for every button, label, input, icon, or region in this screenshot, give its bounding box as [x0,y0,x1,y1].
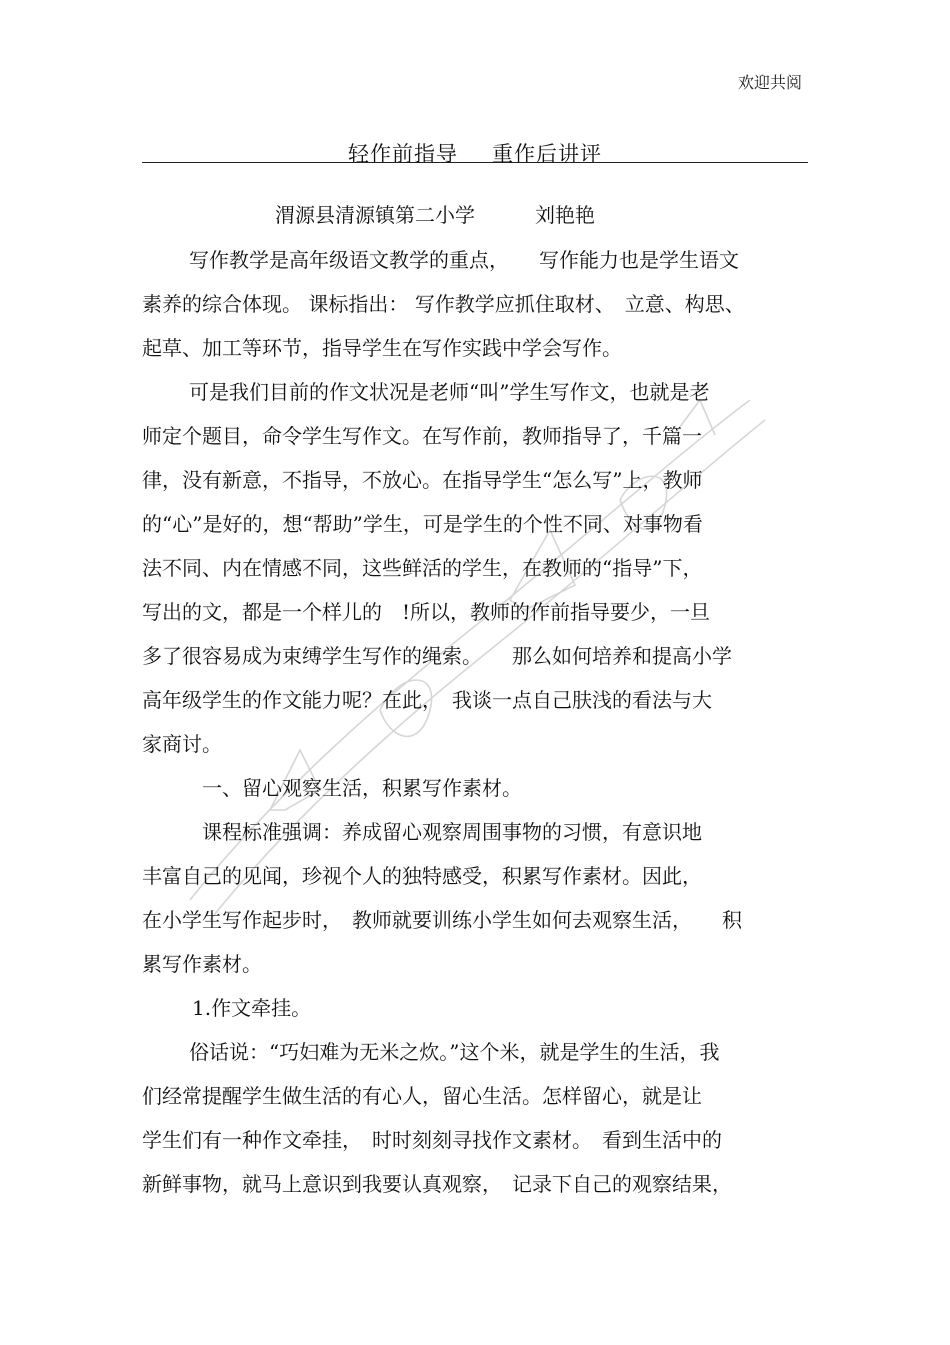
paragraph-line: 素养的综合体现。 课标指出： 写作教学应抓住取材、 立意、构思、 [142,292,745,316]
school-name: 渭源县清源镇第二小学 [275,203,475,227]
paragraph-line: 家商讨。 [142,732,222,756]
paragraph-line: 写出的文，都是一个样儿的 !所以，教师的作前指导要少，一旦 [142,600,711,624]
article-body [142,238,808,1206]
paragraph-line: 法不同、内在情感不同，这些鲜活的学生，在教师的“指导”下， [142,556,703,580]
paragraph-line: 累写作素材。 [142,952,262,976]
paragraph-line: 高年级学生的作文能力呢？在此， 我谈一点自己肤浅的看法与大 [142,688,712,712]
section-heading: 一、留心观察生活，积累写作素材。 [202,776,522,800]
author-name: 刘艳艳 [535,203,595,227]
paragraph-line: 学生们有一种作文牵挂， 时时刻刻寻找作文素材。 看到生活中的 [142,1128,722,1152]
paragraph-line: 律，没有新意，不指导，不放心。在指导学生“怎么写”上，教师 [142,468,703,492]
page-title [0,138,950,168]
paragraph-line: 在小学生写作起步时， 教师就要训练小学生如何去观察生活， 积 [142,908,742,932]
paragraph-line: 新鲜事物，就马上意识到我要认真观察， 记录下自己的观察结果， [142,1172,732,1196]
paragraph-line: 的“心”是好的，想“帮助”学生，可是学生的个性不同、对事物看 [142,512,703,536]
paragraph-line: 师定个题目，命令学生写作文。在写作前，教师指导了，千篇一 [142,424,702,448]
title-part-1: 轻作前指导 [348,142,458,166]
paragraph-line: 起草、加工等环节，指导学生在写作实践中学会写作。 [142,336,622,360]
paragraph-line: 丰富自己的见闻，珍视个人的独特感受，积累写作素材。因此， [142,864,702,888]
title-underline [142,162,808,163]
subsection-heading: 1.作文牵挂。 [192,996,312,1020]
title-part-2: 重作后讲评 [492,142,602,166]
paragraph-line: 俗话说：“巧妇难为无米之炊。”这个米，就是学生的生活，我 [189,1040,720,1064]
byline [275,199,595,228]
paragraph-line: 写作教学是高年级语文教学的重点， 写作能力也是学生语文 [189,248,739,272]
paragraph-line: 可是我们目前的作文状况是老师“叫”学生写作文，也就是老 [189,380,710,404]
header-note: 欢迎共阅 [737,73,802,92]
paragraph-line: 们经常提醒学生做生活的有心人，留心生活。怎样留心，就是让 [142,1084,702,1108]
paragraph-line: 课程标准强调：养成留心观察周围事物的习惯，有意识地 [202,820,702,844]
paragraph-line: 多了很容易成为束缚学生写作的绳索。 那么如何培养和提高小学 [142,644,732,668]
